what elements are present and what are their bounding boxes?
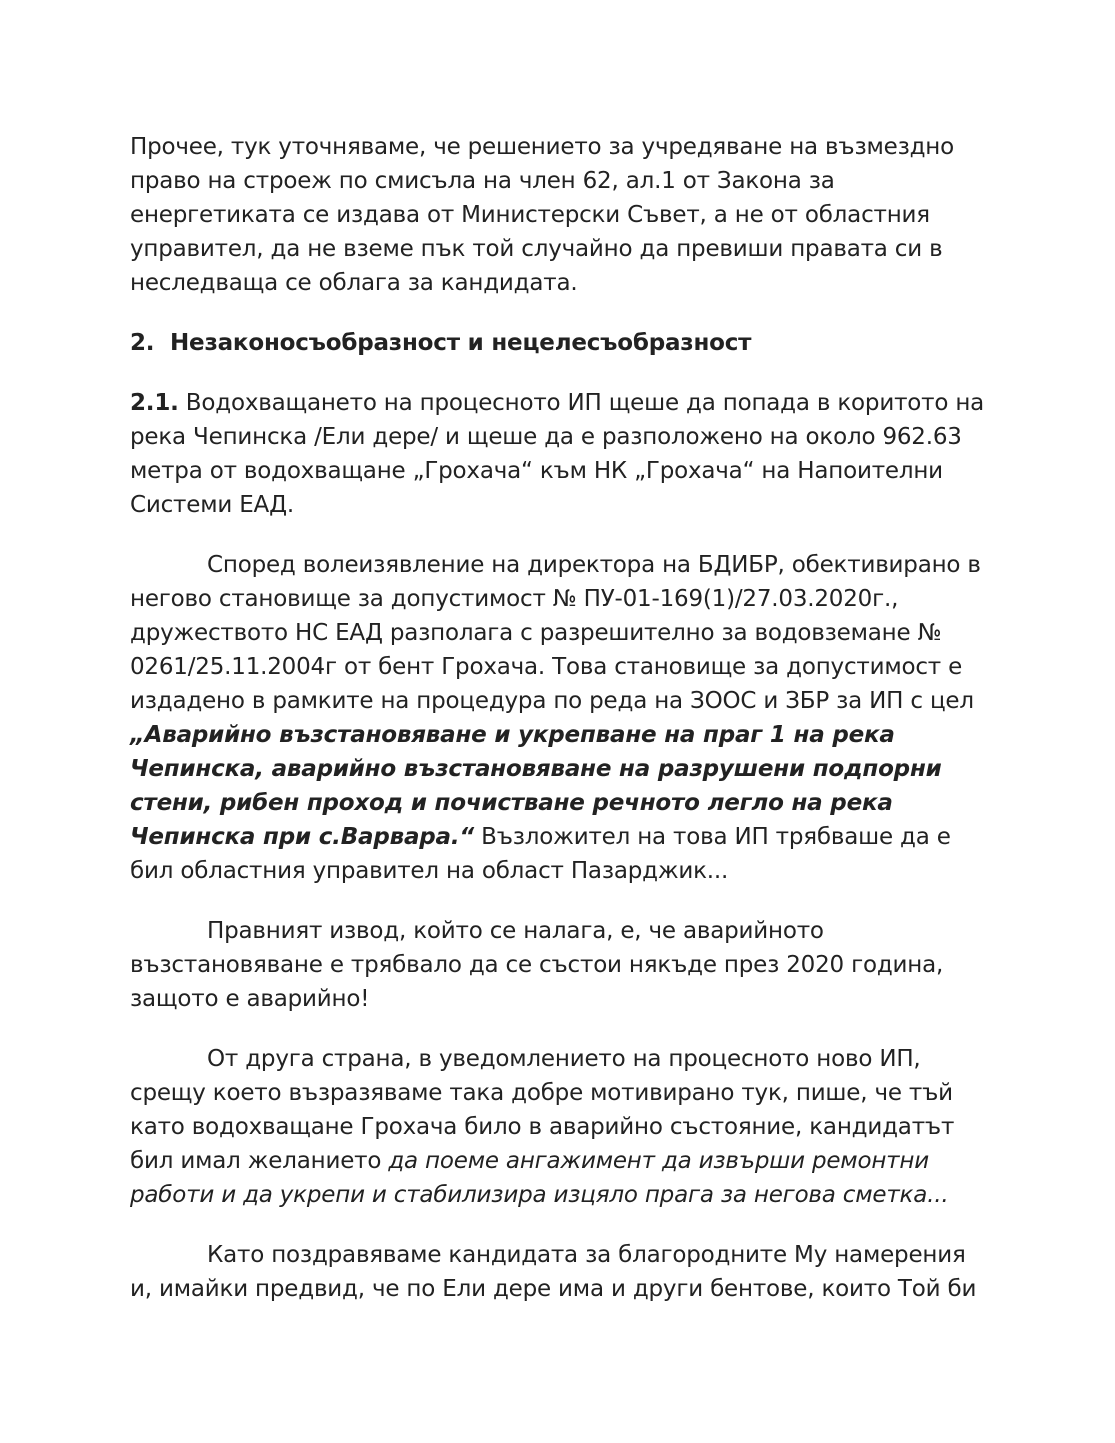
project-title-emphasis: „Аварийно възстановяване и укрепване на праг 1 на река Чепинска, аварийно възстановяване на разрушени подпорни стени, рибен проход и почистване речното легло на река Чепинска при с.Варвара.“	[130, 722, 942, 850]
paragraph-notification-italic: да поеме ангажимент да извърши ремонтни работи и да укрепи и стабилизира изцяло прага за негова сметка...	[130, 1148, 949, 1208]
paragraph-legal-conclusion: Правният извод, който се налага, е, че аварийното възстановяване е трябвало да се състои някъде през 2020 година, защото е аварийно!	[130, 918, 944, 1012]
document-body	[130, 130, 992, 1332]
paragraph-notification-text: От друга страна, в уведомлението на процесното ново ИП, срещу което възразяваме така добре мотивирано тук, пише, че тъй като водохващане Грохача било в аварийно състояние, кандидатът бил имал желанието	[130, 1046, 955, 1174]
paragraph-bdibr-opinion	[130, 548, 992, 888]
section-number: 2.	[130, 330, 155, 356]
section-heading-2	[130, 326, 992, 360]
paragraph-congratulations: Като поздравяваме кандидата за благородните Му намерения и, имайки предвид, че по Ели дере има и други бентове, които Той би	[130, 1242, 977, 1302]
paragraph-ministerial-council: Прочее, тук уточняваме, че решението за учредяване на възмездно право на строеж по смисъла на член 62, ал.1 от Закона за енергетиката се издава от Министерски Съвет, а не от областния управител, да не вземе пък той случайно да превиши правата си в неследваща се облага за кандидата.	[130, 134, 955, 296]
paragraph-2-1-text: Водохващането на процесното ИП щеше да попада в коритото на река Чепинска /Ели дере/ и щеше да е разположено на около 962.63 метра от водохващане „Грохача“ към НК „Грохача“ на Напоителни Системи ЕАД.	[130, 390, 985, 518]
paragraph-2-1	[130, 386, 992, 522]
paragraph-notification	[130, 1042, 992, 1212]
paragraph-bdibr-text-after: Възложител на това ИП трябваше да е бил областния управител на област Пазарджик...	[130, 824, 951, 884]
paragraph-bdibr-text-before: Според волеизявление на директора на БДИБР, обективирано в негово становище за допустимост № ПУ-01-169(1)/27.03.2020г., дружеството НС ЕАД разполага с разрешително за водовземане № 0261/25.11.2004г от бент Грохача. Това становище за допустимост е издадено в рамките на процедура по реда на ЗООС и ЗБР за ИП с цел	[130, 552, 981, 714]
subsection-label: 2.1.	[130, 390, 179, 416]
section-title: Незаконосъобразност и нецелесъобразност	[170, 330, 752, 356]
